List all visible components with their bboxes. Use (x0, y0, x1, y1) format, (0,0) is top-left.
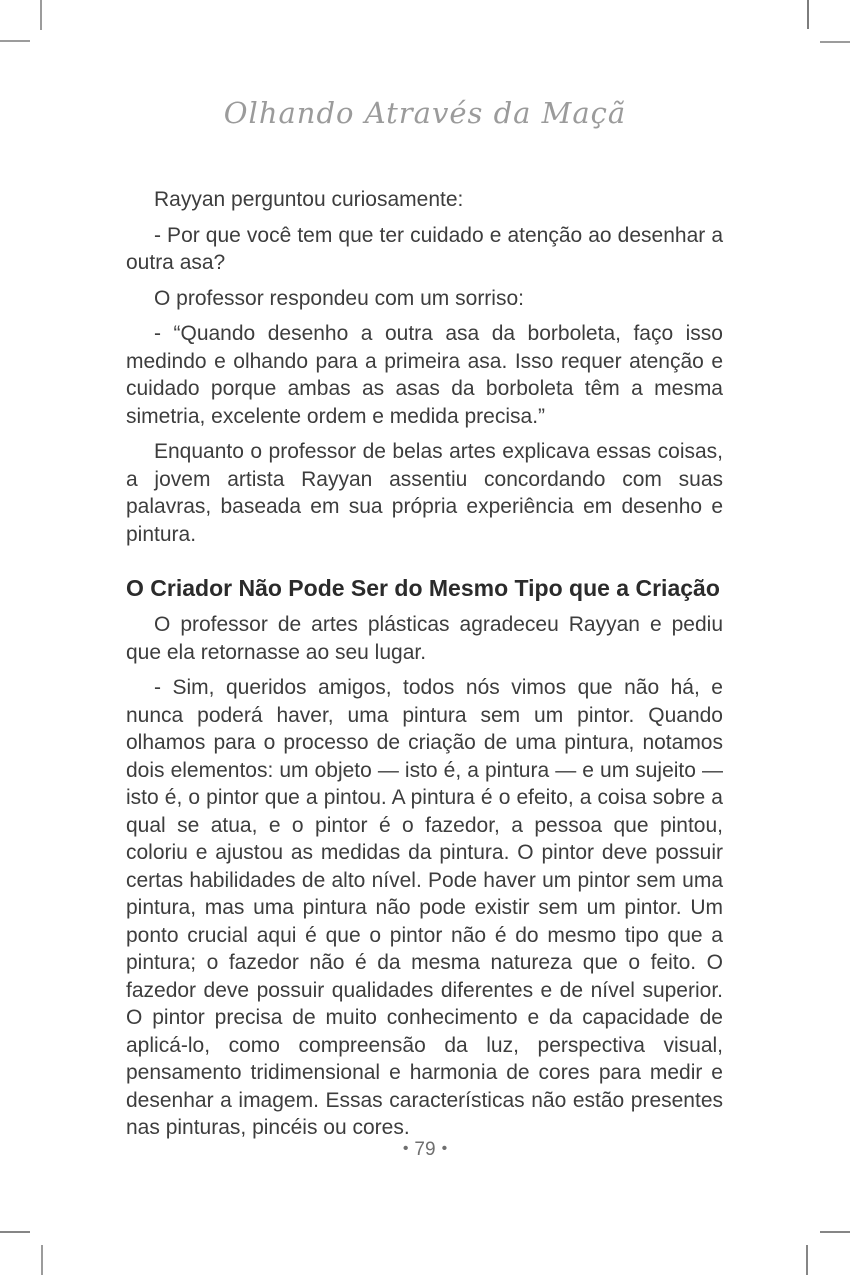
text-block (126, 186, 723, 1150)
paragraph: - Sim, queridos amigos, todos nós vimos que não há, e nunca poderá haver, uma pintura sem um pintor. Quando olhamos para o processo de criação de uma pintura, notamos dois elementos: um objeto — isto é, a pintura — e um sujeito — isto é, o pintor que a pintou. A pintura é o efeito, a coisa sobre a qual se atua, e o pintor é o fazedor, a pessoa que pintou, coloriu e ajustou as medidas da pintura. O pintor deve possuir certas habilidades de alto nível. Pode haver um pintor sem uma pintura, mas uma pintura não pode existir sem um pintor. Um ponto crucial aqui é que o pintor não é do mesmo tipo que a pintura; o fazedor não é da mesma natureza que o feito. O fazedor deve possuir qualidades diferentes e de nível superior. O pintor precisa de muito conhecimento e da capacidade de aplicá-lo, como compreensão da luz, perspectiva visual, pensamento tridimensional e harmonia de cores para medir e desenhar a imagem. Essas características não estão presentes nas pinturas, pincéis ou cores. (126, 676, 723, 1139)
page-number-value: 79 (414, 1139, 436, 1160)
crop-mark-bottom-right-vertical (806, 1245, 808, 1275)
paragraph: O professor respondeu com um sorriso: (154, 286, 524, 310)
crop-mark-top-left-vertical (40, 0, 42, 30)
paragraph: - Por que você tem que ter cuidado e atenção ao desenhar a outra asa? (126, 223, 723, 274)
crop-mark-top-right-horizontal (820, 41, 850, 43)
crop-mark-bottom-left-horizontal (0, 1231, 30, 1233)
page-number-bullet-right: • (441, 1140, 448, 1157)
running-head: Olhando Através da Maçã (223, 96, 627, 130)
page-number-bullet-left: • (402, 1140, 409, 1157)
paragraph: Enquanto o professor de belas artes explicava essas coisas, a jovem artista Rayyan assentiu concordando com suas palavras, baseada em sua própria experiência em desenho e pintura. (126, 440, 723, 546)
paragraph: Rayyan perguntou curiosamente: (154, 188, 464, 211)
crop-mark-top-left-horizontal (0, 40, 30, 42)
section-heading: O Criador Não Pode Ser do Mesmo Tipo que a Criação (126, 575, 720, 601)
crop-mark-bottom-left-vertical (41, 1245, 43, 1275)
paragraph: - “Quando desenho a outra asa da borboleta, faço isso medindo e olhando para a primeira asa. Isso requer atenção e cuidado porque ambas as asas da borboleta têm a mesma simetria, excelente ordem e medida precisa.” (126, 322, 723, 428)
crop-mark-bottom-right-horizontal (820, 1231, 850, 1233)
page-number (0, 1139, 850, 1161)
paragraph: O professor de artes plásticas agradeceu Rayyan e pediu que ela retornasse ao seu lugar. (126, 613, 723, 664)
crop-mark-top-right-vertical (807, 0, 809, 29)
